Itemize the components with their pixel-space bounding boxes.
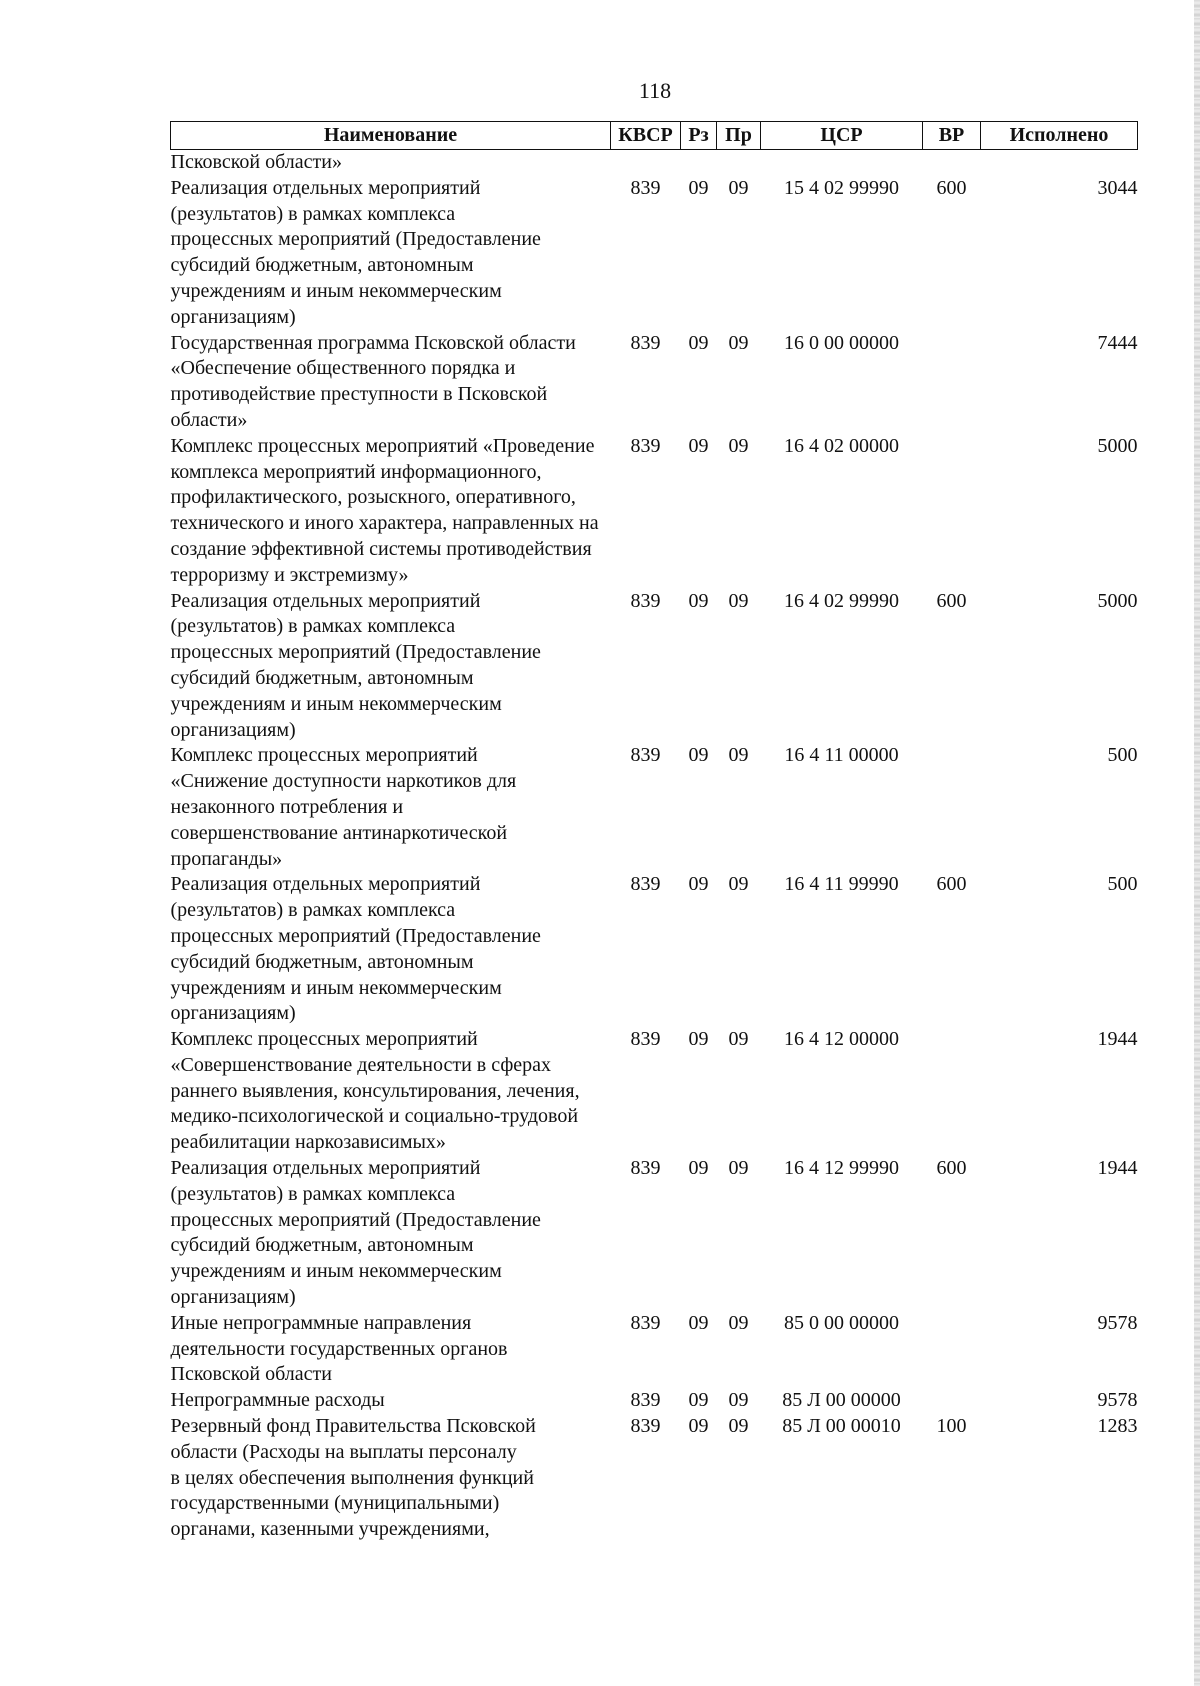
row-pr: 09 — [728, 1415, 749, 1438]
row-csr: 16 0 00 00000 — [784, 331, 899, 354]
row-kvsr: 839 — [630, 1157, 661, 1180]
table-row — [171, 1027, 1138, 1156]
table-row — [171, 1414, 1138, 1543]
row-csr: 16 4 02 00000 — [784, 434, 899, 457]
table-row — [171, 1388, 1138, 1414]
row-vr: 600 — [936, 176, 967, 199]
row-executed: 500 — [1107, 873, 1138, 896]
budget-table — [170, 121, 1138, 1543]
row-executed: 1944 — [1097, 1157, 1138, 1180]
row-vr — [923, 743, 981, 872]
table-row — [171, 743, 1138, 872]
row-executed: 1944 — [1097, 1028, 1138, 1051]
row-pr: 09 — [728, 1157, 749, 1180]
row-pr: 09 — [728, 873, 749, 896]
row-kvsr: 839 — [630, 1028, 661, 1051]
row-vr: 100 — [936, 1415, 967, 1438]
row-kvsr: 839 — [630, 331, 661, 354]
row-name: Реализация отдельных мероприятий (результатов) в рамках комплекса процессных мероприятий (Предоставление субсидий бюджетным, автономным учреждениям и иным некоммерческим организациям) — [170, 176, 541, 328]
table-row — [171, 1311, 1138, 1388]
table-row — [171, 150, 1138, 176]
table-row — [171, 872, 1138, 1027]
row-csr: 85 Л 00 00010 — [782, 1415, 901, 1438]
row-rz: 09 — [688, 176, 709, 199]
row-name: Комплекс процессных мероприятий «Совершенствование деятельности в сферах раннего выявления, консультирования, лечения, медико-психологической и социально-трудовой реабилитации наркозависимых» — [170, 1028, 580, 1154]
row-executed: 9578 — [1097, 1311, 1138, 1334]
table-row — [171, 589, 1138, 744]
table-row — [171, 176, 1138, 331]
row-pr: 09 — [728, 1311, 749, 1334]
row-executed: 5000 — [1097, 589, 1138, 612]
table-row — [171, 1156, 1138, 1311]
row-rz: 09 — [688, 1389, 709, 1412]
row-kvsr: 839 — [630, 744, 661, 767]
row-name: Непрограммные расходы — [170, 1389, 385, 1412]
row-csr: 16 4 12 00000 — [784, 1028, 899, 1051]
row-executed: 500 — [1107, 744, 1138, 767]
row-executed: 3044 — [1097, 176, 1138, 199]
row-kvsr: 839 — [630, 1415, 661, 1438]
row-vr — [923, 150, 981, 176]
row-pr: 09 — [728, 1389, 749, 1412]
row-kvsr: 839 — [630, 1311, 661, 1334]
row-name: Реализация отдельных мероприятий (результатов) в рамках комплекса процессных мероприятий (Предоставление субсидий бюджетным, автономным учреждениям и иным некоммерческим организациям) — [170, 1157, 541, 1309]
row-csr: 16 4 12 99990 — [784, 1157, 899, 1180]
row-name: Реализация отдельных мероприятий (результатов) в рамках комплекса процессных мероприятий (Предоставление субсидий бюджетным, автономным учреждениям и иным некоммерческим организациям) — [170, 589, 541, 741]
row-vr: 600 — [936, 873, 967, 896]
row-pr: 09 — [728, 1028, 749, 1051]
row-rz: 09 — [688, 331, 709, 354]
header-csr: ЦСР — [761, 122, 923, 150]
row-kvsr: 839 — [630, 176, 661, 199]
row-rz: 09 — [688, 434, 709, 457]
header-rz: Рз — [681, 122, 717, 150]
row-kvsr — [611, 150, 681, 176]
row-name: Резервный фонд Правительства Псковской области (Расходы на выплаты персоналу в целях обеспечения выполнения функций государственными (муниципальными) органами, казенными учреждениями, — [170, 1415, 536, 1541]
row-rz: 09 — [688, 1311, 709, 1334]
row-csr: 85 Л 00 00000 — [782, 1389, 901, 1412]
table-header-row — [171, 122, 1138, 150]
row-executed: 9578 — [1097, 1389, 1138, 1412]
row-csr: 15 4 02 99990 — [784, 176, 899, 199]
row-pr: 09 — [728, 331, 749, 354]
scan-edge — [1194, 0, 1200, 1686]
table-body — [171, 150, 1138, 1544]
row-executed: 7444 — [1097, 331, 1138, 354]
row-name: Иные непрограммные направления деятельности государственных органов Псковской области — [170, 1311, 508, 1386]
table-row — [171, 434, 1138, 589]
table-row — [171, 331, 1138, 434]
row-rz: 09 — [688, 873, 709, 896]
row-executed: 5000 — [1097, 434, 1138, 457]
header-kvsr: КВСР — [611, 122, 681, 150]
row-vr — [923, 1027, 981, 1156]
row-kvsr: 839 — [630, 589, 661, 612]
row-csr: 85 0 00 00000 — [784, 1311, 899, 1334]
row-rz: 09 — [688, 1415, 709, 1438]
row-rz: 09 — [688, 1157, 709, 1180]
row-pr: 09 — [728, 744, 749, 767]
row-executed: 1283 — [1097, 1415, 1138, 1438]
row-vr — [923, 1311, 981, 1388]
row-kvsr: 839 — [630, 434, 661, 457]
row-rz: 09 — [688, 744, 709, 767]
row-csr: 16 4 02 99990 — [784, 589, 899, 612]
row-csr: 16 4 11 00000 — [784, 744, 899, 767]
row-vr: 600 — [936, 1157, 967, 1180]
row-name: Реализация отдельных мероприятий (результатов) в рамках комплекса процессных мероприятий (Предоставление субсидий бюджетным, автономным учреждениям и иным некоммерческим организациям) — [170, 873, 541, 1025]
row-csr: 16 4 11 99990 — [784, 873, 899, 896]
row-pr: 09 — [728, 176, 749, 199]
row-name: Государственная программа Псковской области «Обеспечение общественного порядка и противодействие преступности в Псковской области» — [170, 331, 576, 431]
row-kvsr: 839 — [630, 1389, 661, 1412]
header-pr: Пр — [717, 122, 761, 150]
row-vr — [923, 1388, 981, 1414]
row-vr: 600 — [936, 589, 967, 612]
row-name: Псковской области» — [170, 151, 342, 173]
row-executed — [981, 150, 1138, 176]
row-rz: 09 — [688, 589, 709, 612]
header-executed: Исполнено — [981, 122, 1138, 150]
header-vr: ВР — [923, 122, 981, 150]
row-csr — [761, 150, 923, 176]
row-rz — [681, 150, 717, 176]
row-vr — [923, 434, 981, 589]
header-name: Наименование — [171, 122, 611, 150]
row-vr — [923, 331, 981, 434]
row-pr: 09 — [728, 589, 749, 612]
page-number: 118 — [638, 78, 672, 103]
row-name: Комплекс процессных мероприятий «Проведение комплекса мероприятий информационного, профилактического, розыскного, оперативного, технического и иного характера, направленных на создание эффективной системы противодействия терроризму и экстремизму» — [170, 434, 599, 586]
row-kvsr: 839 — [630, 873, 661, 896]
row-name: Комплекс процессных мероприятий «Снижение доступности наркотиков для незаконного потребления и совершенствование антинаркотической пропаганды» — [170, 744, 517, 870]
row-rz: 09 — [688, 1028, 709, 1051]
row-pr — [717, 150, 761, 176]
row-pr: 09 — [728, 434, 749, 457]
